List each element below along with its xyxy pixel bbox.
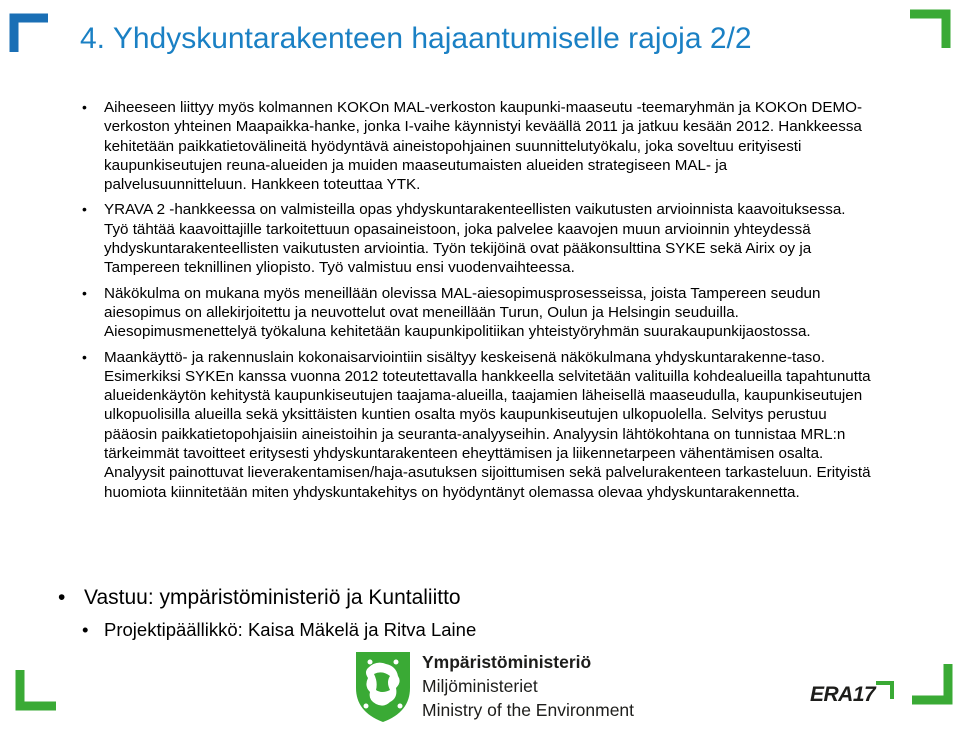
corner-bracket-top-left (8, 12, 54, 58)
bullet-mrl-arviointi: • Maankäyttö- ja rakennuslain kokonaisarviointiin sisältyy keskeisenä näkökulmana yhdyskuntarakenne-taso. Esimerkiksi SYKEn kanssa vuonna 2012 toteutettavalla hankkeella selvitetään valituilla kohdealueilla tapahtunutta alueidenkäytön kehitystä kaupunkiseutujen taajama-alueilla, taajamien läheisellä maaseudulla, kaupunkiseutujen ulkopuolisilla alueilla sekä yksittäisten kuntien osalta myös kaupunkiseutujen ulkopuolella. Selvitys perustuu pääosin paikkatietopohjaisiin aineistoihin ja seuranta-analyyseihin. Analyysin lähtökohtana on tunnistaa MRL:n tärkeimmät tavoitteet eritysesti yhdyskuntarakenteen eheyttämisen ja liikennetarpeen vähentämisen osalta. Analyysit painottuvat lieverakentamisen/haja-asutuksen sijoittumisen sekä palvelurakenteen tarkasteluun. Erityistä huomiota kiinnitetään miten yhdyskuntakehitys on hyödyntänyt olemassa olevaa yhdyskuntarakennetta. (82, 348, 872, 502)
bullet-yrava: • YRAVA 2 -hankkeessa on valmisteilla opas yhdyskuntarakenteellisten vaikutusten arvioinnista kaavoituksessa. Työ tähtää kaavoittajille tarkoitettuun opasaineistoon, joka palvelee kaavojen muun arvioinnin yhteydessä yhdyskuntarakenteellisten vaikutusten arviointia. Työn tekijöinä ovat pääkonsulttina SYKE sekä Airix oy ja Tampereen teknillinen yliopisto. Työ valmistuu ensi vuodenvaihteessa. (82, 200, 872, 277)
bullet-list (82, 98, 872, 508)
slide-title: 4. Yhdyskuntarakenteen hajaantumiselle rajoja 2/2 (80, 22, 752, 55)
bullet-maapaikka: • Aiheeseen liittyy myös kolmannen KOKOn MAL-verkoston kaupunki-maaseutu -teemaryhmän ja KOKOn DEMO-verkoston yhteinen Maapaikka-hanke, jonka I-vaihe käynnistyi keväällä 2011 ja jatkuu kesään 2012. Hankkeessa kehitetään paikkatietovälineitä hyödyntävä aineistopohjainen suunnittelutyökalu, joka soveltuu erityisesti kaupunkiseutujen reuna-alueiden ja muiden maaseutumaisten alueiden strategiseen MAL- ja palvelusuunnitteluun. Hankkeen toteuttaa YTK. (82, 98, 872, 194)
project-manager-bullet: • Projektipäällikkö: Kaisa Mäkelä ja Ritva Laine (82, 618, 476, 642)
ministry-name-fi: Ympäristöministeriö (422, 652, 592, 672)
ministry-name-en: Ministry of the Environment (422, 700, 635, 720)
ministry-name-sv: Miljöministeriet (422, 676, 538, 696)
corner-bracket-bottom-left (14, 666, 60, 712)
era17-bracket-icon (872, 680, 896, 704)
ministry-logo (350, 648, 650, 724)
era17-label: ERA17 (810, 683, 876, 706)
lion-emblem-icon (350, 648, 416, 724)
era17-logo (810, 680, 896, 710)
corner-bracket-bottom-right (908, 660, 954, 706)
responsibility-bullet: • Vastuu: ympäristöministeriö ja Kuntaliitto (58, 585, 461, 611)
bullet-mal-aiesopimus: • Näkökulma on mukana myös meneillään olevissa MAL-aiesopimusprosesseissa, joista Tampereen seudun aiesopimus on allekirjoitettu ja neuvottelut ovat meneillään Turun, Oulun ja Helsingin seuduilla. Aiesopimusmenettelyä työkaluna kehitetään kaupunkipolitiikan yhteistyöryhmän suurakaupunkijaostossa. (82, 284, 872, 342)
